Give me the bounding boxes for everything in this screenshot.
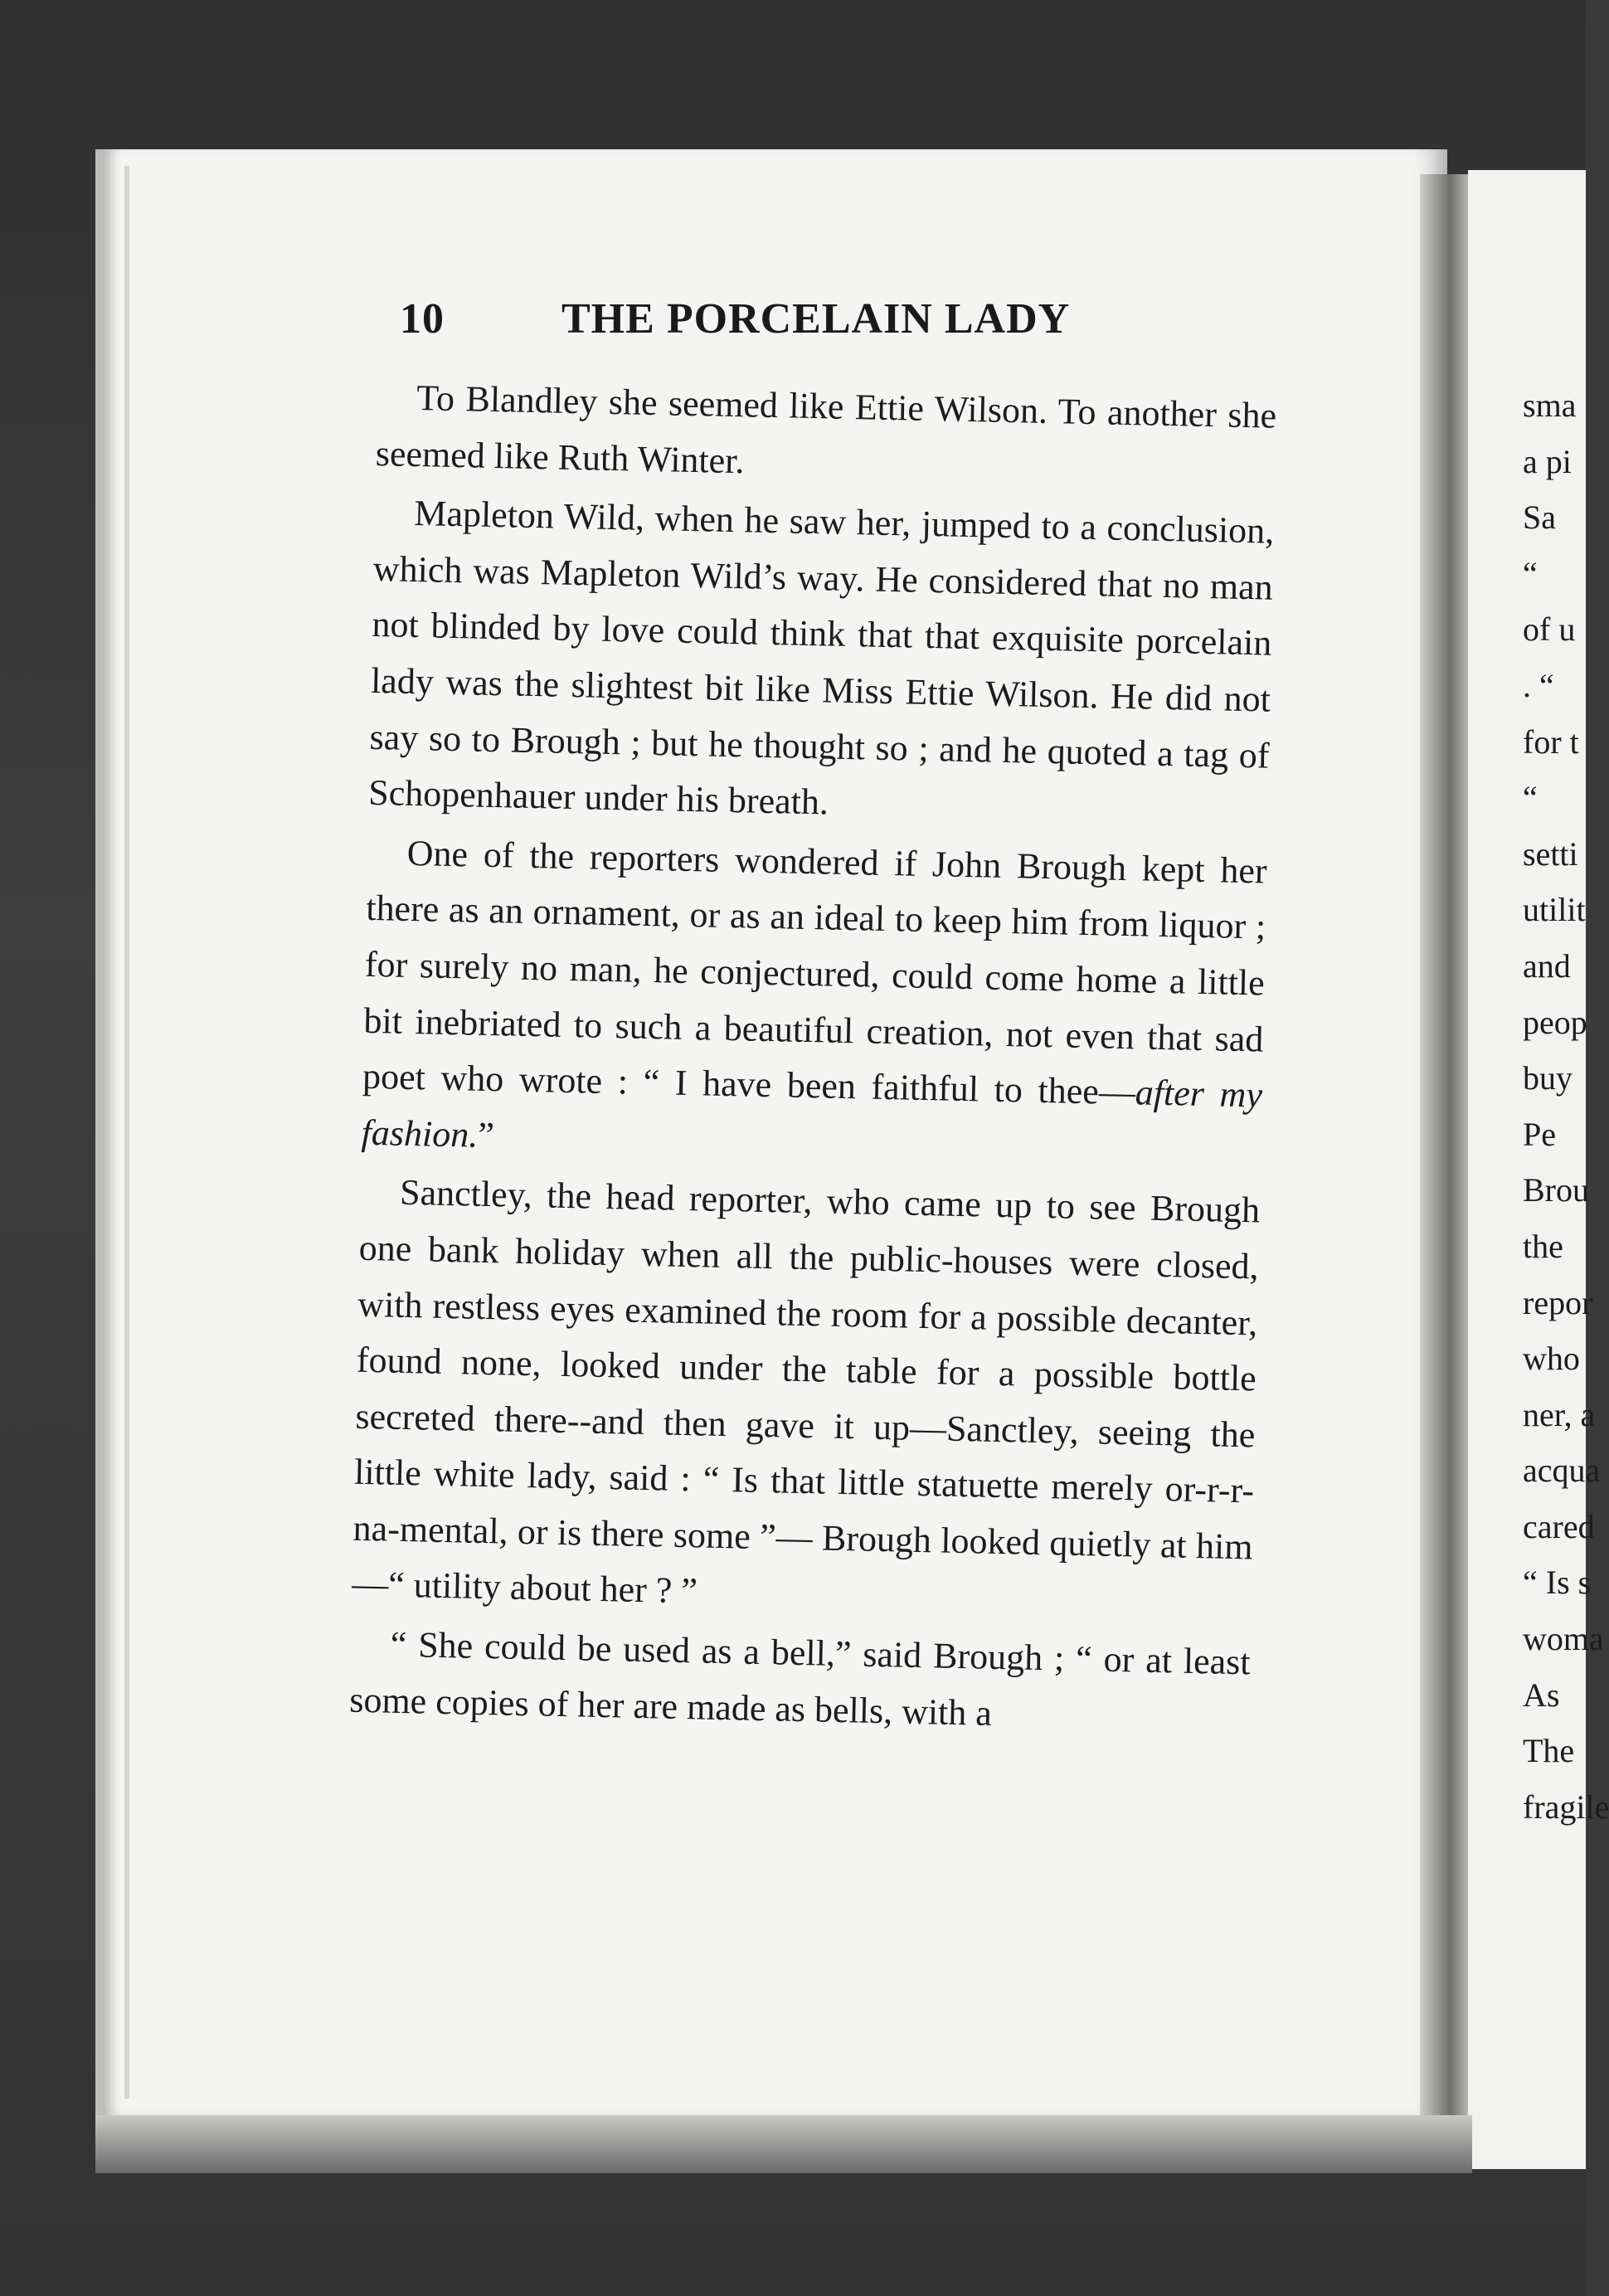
facing-line: Sa [1523, 499, 1556, 537]
facing-line: for t [1523, 722, 1579, 761]
facing-line: As [1523, 1676, 1560, 1714]
quote-suffix: ” [477, 1114, 495, 1155]
facing-line: woma [1523, 1620, 1604, 1658]
facing-line: a pi [1523, 442, 1572, 480]
facing-line: setti [1523, 834, 1578, 873]
facing-line: who [1523, 1340, 1580, 1378]
paragraph-text: One of the reporters wondered if John Brough kept her there as an ornament, or as an ideal to keep him from liquor ; for surely no man, he conjectured, could come home a little bit inebriated to such a beautiful creation, not even that sad poet who wrote : [362, 832, 1268, 1102]
facing-line: peop [1523, 1003, 1587, 1041]
paragraph: “ She could be used as a bell,” said Brough ; “ or at least some copies of her are made as bells, with a [348, 1623, 1252, 1734]
quote-prefix: “ I have been faithful to thee— [643, 1062, 1136, 1113]
facing-line: . “ [1523, 666, 1554, 704]
facing-line: repor [1523, 1283, 1593, 1321]
running-title: THE PORCELAIN LADY [561, 295, 1071, 343]
facing-line: “ [1523, 554, 1538, 592]
paragraph: Sanctley, the head reporter, who came up to see Brough one bank holiday when all the public-houses were closed, with restless eyes examined the room for a possible decanter, found none, looked under the table for a possible bottle secreted there--and then gave it up—Sanctley, seeing the little white lady, said : “ Is that little statuette merely or-r-r-na-mental, or is there some ”— Brough looked quietly at him—“ utility about her ? ” [351, 1172, 1261, 1612]
facing-line: of u [1523, 610, 1576, 649]
facing-line: acqua [1523, 1452, 1601, 1490]
facing-line: the [1523, 1227, 1563, 1265]
facing-line: and [1523, 946, 1571, 985]
facing-page-text [1523, 377, 1609, 1835]
quote-italic: after my fashion. [361, 1072, 1263, 1155]
book-gutter [1420, 174, 1470, 2165]
page-header [400, 294, 1146, 361]
facing-line: cared [1523, 1507, 1595, 1545]
facing-line: Brou [1523, 1171, 1589, 1209]
facing-line: ner, a [1523, 1395, 1596, 1433]
facing-line: Pe [1523, 1115, 1556, 1153]
bottom-shadow [95, 2115, 1472, 2173]
body-text [349, 369, 1277, 1750]
paragraph: To Blandley she seemed like Ettie Wilson. To another she seemed like Ruth Winter. [375, 377, 1277, 481]
page-edge [124, 166, 129, 2099]
facing-line: The [1523, 1732, 1575, 1770]
facing-line: “ Is s [1523, 1564, 1592, 1602]
facing-line: utilit [1523, 891, 1586, 929]
facing-line: buy [1523, 1059, 1573, 1097]
facing-line: “ [1523, 779, 1538, 817]
paragraph: Mapleton Wild, when he saw her, jumped to a conclusion, which was Mapleton Wild’s way. He considered that no man not blinded by love could think that that exquisite porcelain lady was the slightest bit like Miss Ettie Wilson. He did not say so to Brough ; but he thought so ; and he quoted a tag of Schopenhauer under his breath. [367, 493, 1275, 823]
facing-line: sma [1523, 387, 1577, 424]
paragraph [361, 825, 1267, 1180]
facing-line: fragile [1523, 1788, 1609, 1826]
page-number: 10 [400, 295, 445, 343]
